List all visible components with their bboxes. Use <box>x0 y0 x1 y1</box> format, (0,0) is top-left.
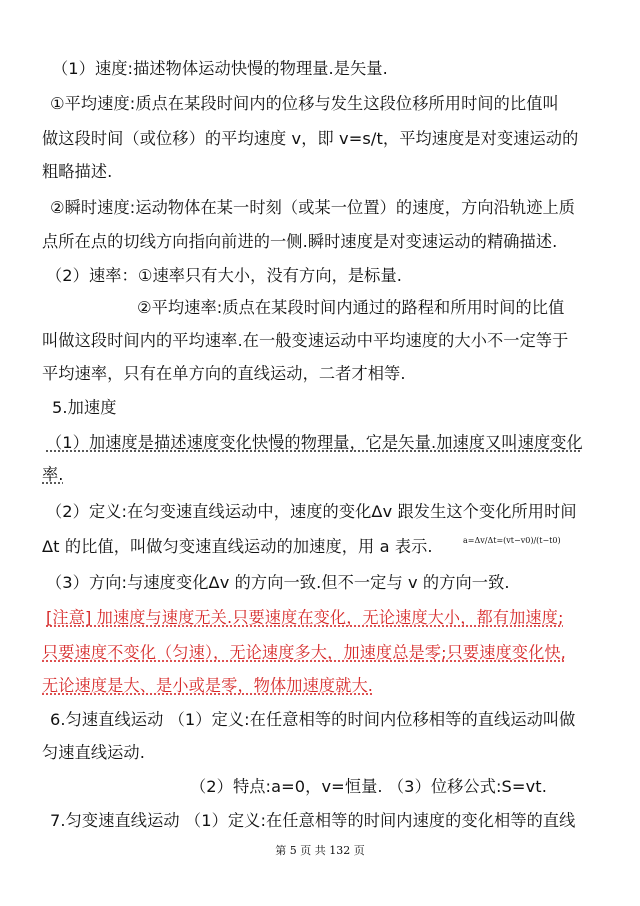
text-line-13: 率. <box>42 465 64 484</box>
section-title-uniform-motion: 6.匀速直线运动 （1）定义:在任意相等的时间内位移相等的直线运动叫做 <box>50 710 576 729</box>
note-line-2: 只要速度不变化（匀速），无论速度多大，加速度总是零;只要速度变化快, <box>42 643 566 662</box>
text-line-2: ①平均速度:质点在某段时间内的位移与发生这段位移所用时间的比值叫 <box>50 94 559 113</box>
text-line-5: ②瞬时速度:运动物体在某一时刻（或某一位置）的速度，方向沿轨迹上质 <box>50 198 576 217</box>
text-line-10: 平均速率，只有在单方向的直线运动，二者才相等. <box>42 364 406 383</box>
section-title-acceleration: 5.加速度 <box>52 398 117 417</box>
text-line-16: （3）方向:与速度变化Δv 的方向一致.但不一定与 v 的方向一致. <box>46 573 510 592</box>
text-line-4: 粗略描述. <box>42 162 113 181</box>
text-line-8: ②平均速率:质点在某段时间内通过的路程和所用时间的比值 <box>137 298 565 317</box>
text-line-9: 叫做这段时间内的平均速率.在一般变速运动中平均速度的大小不一定等于 <box>42 331 569 350</box>
text-line-22: （2）特点:a=0，v=恒量. （3）位移公式:S=vt. <box>190 777 547 796</box>
page-footer: 第 5 页 共 132 页 <box>275 844 365 857</box>
note-line-3: 无论速度是大、是小或是零，物体加速度就大. <box>42 676 373 695</box>
text-line-3: 做这段时间（或位移）的平均速度 v，即 v=s/t，平均速度是对变速运动的 <box>42 129 579 148</box>
text-line-1: （1）速度:描述物体运动快慢的物理量.是矢量. <box>52 59 388 78</box>
text-line-15: Δt 的比值，叫做匀变速直线运动的加速度，用 a 表示. <box>42 537 433 556</box>
text-line-12: （1）加速度是描述速度变化快慢的物理量，它是矢量.加速度又叫速度变化 <box>46 433 583 452</box>
section-title-uniformly-accelerated: 7.匀变速直线运动 （1）定义:在任意相等的时间内速度的变化相等的直线 <box>50 811 576 830</box>
text-line-21: 匀速直线运动. <box>42 743 145 762</box>
acceleration-formula: a=Δv/Δt=(vt−v0)/(t−t0) <box>463 536 561 545</box>
note-line-1: [注意] 加速度与速度无关.只要速度在变化，无论速度大小，都有加速度; <box>46 608 564 627</box>
text-line-7: （2）速率：①速率只有大小，没有方向，是标量. <box>46 266 403 285</box>
text-line-6: 点所在点的切线方向指向前进的一侧.瞬时速度是对变速运动的精确描述. <box>42 232 558 251</box>
text-line-14: （2）定义:在匀变速直线运动中，速度的变化Δv 跟发生这个变化所用时间 <box>46 502 577 521</box>
